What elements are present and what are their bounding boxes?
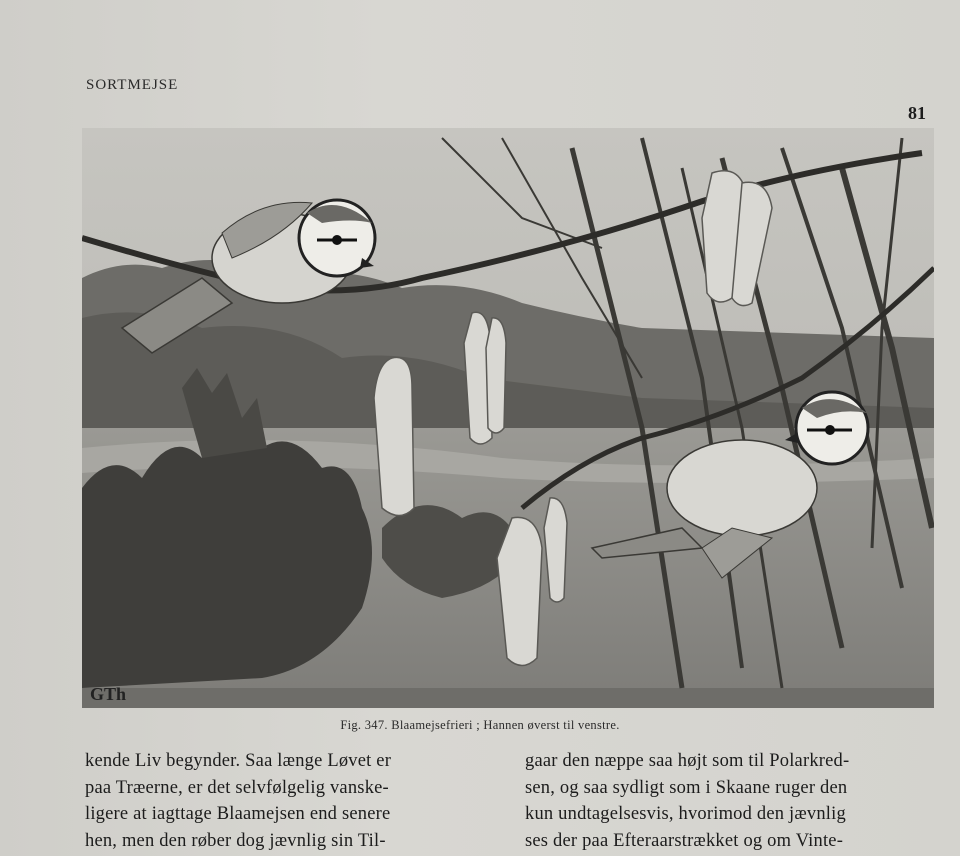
artist-signature: GTh (90, 684, 127, 704)
text-line: ligere at iagttage Blaamejsen end senere (85, 804, 391, 824)
page-number: 81 (908, 103, 926, 123)
catkin (486, 318, 506, 433)
running-title: SORTMEJSE (86, 77, 179, 93)
text-line: sen, og saa sydligt som i Skaane ruger den (525, 777, 848, 798)
illustration-blue-tits (82, 128, 934, 708)
text-line: hen, men den røber dog jævnlig sin Til- (85, 830, 386, 851)
text-line: kende Liv begynder. Saa længe Løvet er (85, 751, 392, 771)
text-column-left (85, 748, 503, 854)
text-line: ses der paa Efteraarstrækket og om Vinte- (525, 830, 844, 851)
text-line: gaar den næppe saa højt som til Polarkred- (525, 751, 850, 771)
text-column-right (525, 748, 935, 854)
figure-caption: Fig. 347. Blaamejsefrieri ; Hannen øverst til venstre. (340, 718, 620, 732)
text-line: paa Træerne, er det selvfølgelig vanske- (85, 777, 389, 798)
text-line: kun undtagelsesvis, hvorimod den jævnlig (525, 804, 846, 824)
